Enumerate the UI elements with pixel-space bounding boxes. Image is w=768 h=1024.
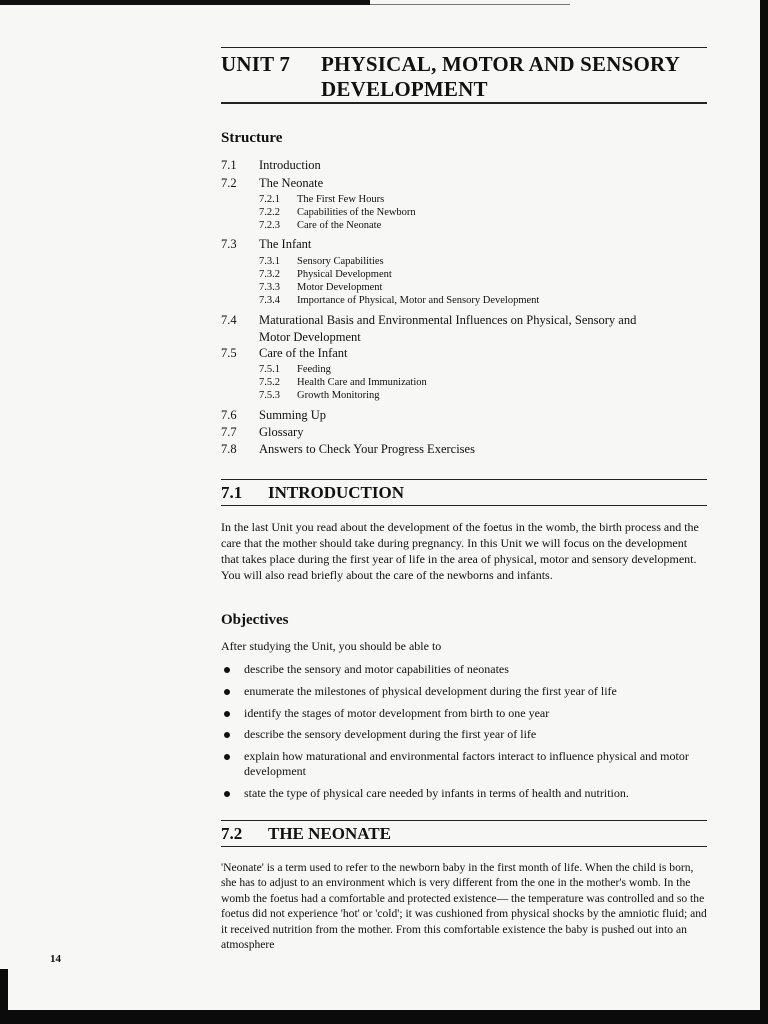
title-rule-bottom: [221, 102, 707, 104]
objectives-lead: After studying the Unit, you should be able to: [221, 639, 442, 653]
toc-num: 7.8: [221, 442, 237, 456]
bullet-text: explain how maturational and environmental factors interact to influence physical and motor development: [244, 749, 689, 778]
toc-sub-label: Physical Development: [297, 269, 392, 280]
introduction-paragraph: In the last Unit you read about the development of the foetus in the womb, the birth process and the care that the mother should take during pregnancy. In this Unit we will focus on the development that takes place during the first year of life in the area of physical, motor and sensory development. You will also read briefly about the care of the newborns and infants.: [221, 520, 699, 582]
section-number: 7.1: [221, 483, 243, 502]
toc-sub-label: The First Few Hours: [297, 194, 385, 205]
toc-label: Glossary: [259, 425, 304, 439]
toc-num: 7.1: [221, 158, 237, 172]
toc-label-line2: Motor Development: [259, 330, 361, 344]
toc-sub-num: 7.2.2: [259, 207, 280, 218]
page-number: 14: [50, 953, 61, 965]
toc-num: 7.4: [221, 313, 237, 327]
toc-num: 7.2: [221, 176, 237, 190]
toc-sub-num: 7.5.3: [259, 390, 280, 401]
toc-sub-num: 7.5.2: [259, 377, 280, 388]
toc-sub-num: 7.5.1: [259, 364, 280, 375]
toc-sub-label: Feeding: [297, 364, 331, 375]
bullet-dot: [224, 711, 230, 717]
scan-edge-right: [760, 0, 768, 1024]
toc-sub-label: Motor Development: [297, 282, 383, 293]
toc-sub-num: 7.3.3: [259, 282, 280, 293]
bullet-dot: [224, 754, 230, 760]
bullet-text: state the type of physical care needed by infants in terms of health and nutrition.: [244, 786, 629, 800]
toc-label: The Infant: [259, 237, 312, 251]
toc-num: 7.3: [221, 237, 237, 251]
bullet-text: describe the sensory and motor capabilities of neonates: [244, 662, 509, 676]
toc-sub-num: 7.3.1: [259, 256, 280, 267]
structure-heading: Structure: [221, 130, 283, 146]
unit-title-line2: DEVELOPMENT: [321, 77, 488, 101]
bullet-dot: [224, 667, 230, 673]
toc-num: 7.5: [221, 346, 237, 360]
toc-sub-num: 7.2.1: [259, 194, 280, 205]
unit-title-line1: PHYSICAL, MOTOR AND SENSORY: [321, 52, 680, 76]
bullet-dot: [224, 732, 230, 738]
bullet-dot: [224, 791, 230, 797]
scan-edge-top-thin: [370, 4, 570, 5]
bullet-text: describe the sensory development during the first year of life: [244, 727, 537, 741]
toc-sub-label: Care of the Neonate: [297, 220, 382, 231]
bullet-text: identify the stages of motor development from birth to one year: [244, 706, 550, 720]
bullet-text: enumerate the milestones of physical development during the first year of life: [244, 684, 617, 698]
section-title: THE NEONATE: [268, 824, 391, 843]
toc-sub-label: Health Care and Immunization: [297, 377, 427, 388]
section-rule-top: [221, 820, 707, 821]
section-rule-bottom: [221, 505, 707, 506]
toc-num: 7.7: [221, 425, 237, 439]
toc-label: Maturational Basis and Environmental Influences on Physical, Sensory and: [259, 313, 637, 327]
toc-sub-num: 7.3.2: [259, 269, 280, 280]
objectives-heading: Objectives: [221, 612, 289, 628]
section-rule-bottom: [221, 846, 707, 847]
unit-title-text: [321, 52, 721, 102]
section-rule-top: [221, 479, 707, 480]
section-number: 7.2: [221, 824, 243, 843]
neonate-paragraph: 'Neonate' is a term used to refer to the newborn baby in the first month of life. When the child is born, she has to adjust to an environment which is very different from the one in the mother's womb. In the womb the foetus had a comfortable and protected existence— the temperature was controlled and so the foetus did not experience 'hot' or 'cold'; it was cushioned from physical shocks by the amniotic fluid; and it received nutrition from the mother. From this comfortable existence the baby is pushed out into an atmosphere: [221, 861, 707, 952]
toc-label: The Neonate: [259, 176, 324, 190]
scan-edge-left: [0, 969, 8, 1024]
toc-sub-label: Importance of Physical, Motor and Sensory Development: [297, 295, 540, 306]
toc-label: Summing Up: [259, 408, 327, 422]
section-title: INTRODUCTION: [268, 483, 405, 502]
toc-sub-num: 7.2.3: [259, 220, 280, 231]
toc-sub-num: 7.3.4: [259, 295, 280, 306]
scan-edge-top: [0, 0, 370, 5]
scan-edge-bottom: [0, 1010, 768, 1024]
toc-sub-label: Sensory Capabilities: [297, 256, 384, 267]
bullet-dot: [224, 689, 230, 695]
title-rule-top: [221, 47, 707, 48]
toc-sub-label: Growth Monitoring: [297, 390, 380, 401]
toc-num: 7.6: [221, 408, 237, 422]
toc-label: Care of the Infant: [259, 346, 348, 360]
toc-label: Answers to Check Your Progress Exercises: [259, 442, 475, 456]
unit-number: UNIT 7: [221, 52, 291, 76]
toc-label: Introduction: [259, 158, 321, 172]
toc-sub-label: Capabilities of the Newborn: [297, 207, 416, 218]
